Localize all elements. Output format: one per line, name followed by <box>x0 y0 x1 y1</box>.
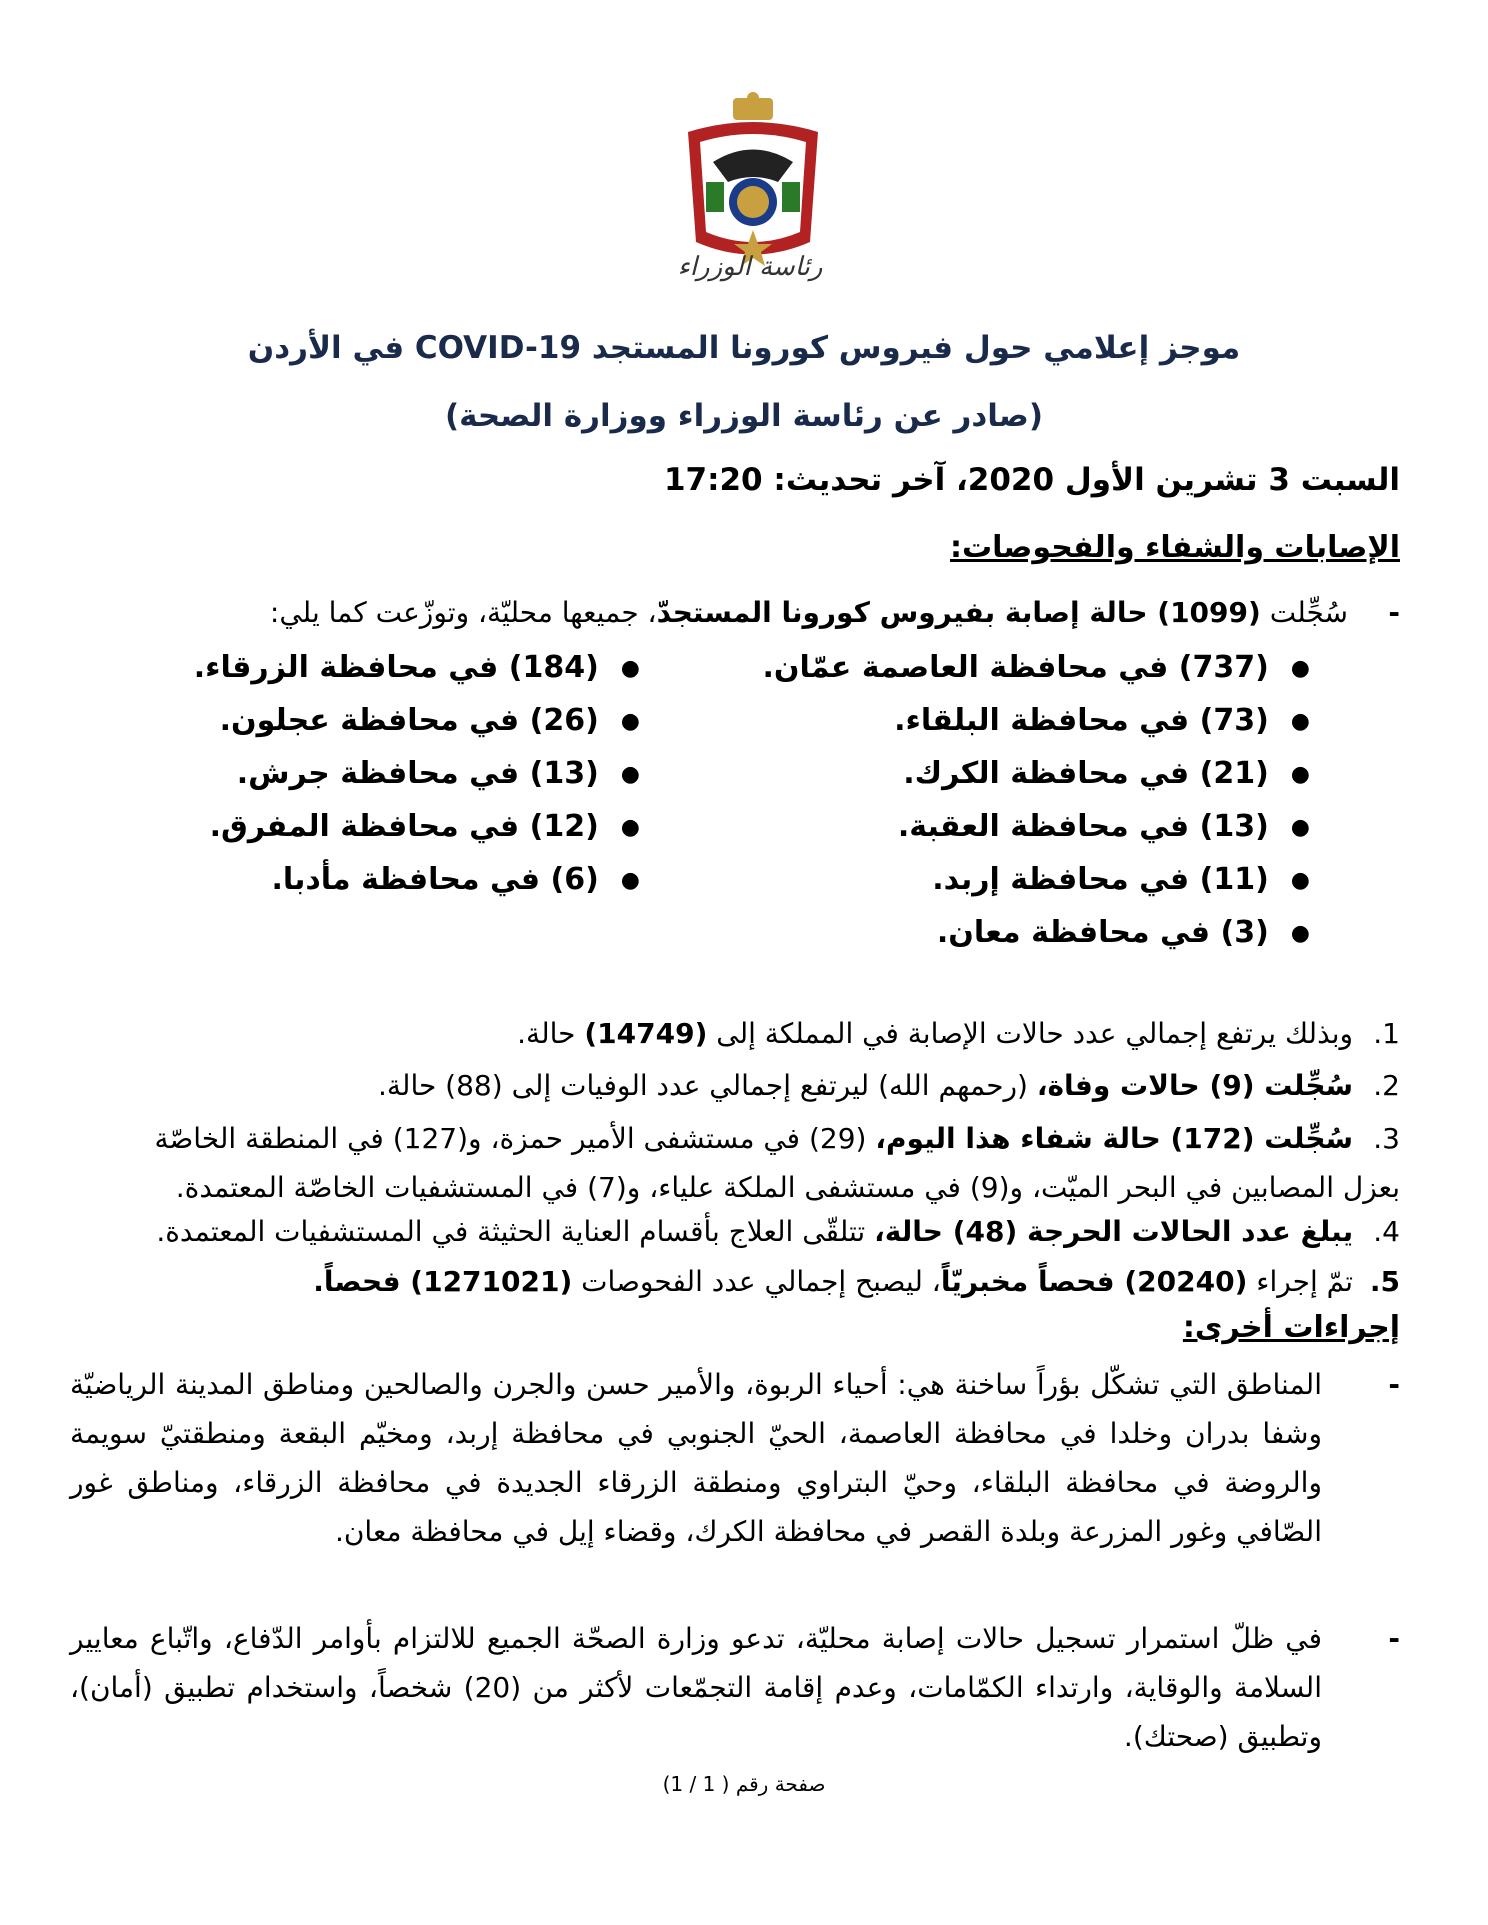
bullet-icon: ● <box>620 709 640 734</box>
governorate-item: ●(6) في محافظة مأدبا. <box>271 862 640 897</box>
governorate-item: ●(26) في محافظة عجلون. <box>219 703 640 738</box>
numbered-item: 3. سُجِّلت (172) حالة شفاء هذا اليوم، (29) في مستشفى الأمير حمزة، و(127) في المنطقة الخاصّة بعزل المصابين في البحر الميّت، و(9) في مستشفى الملكة علياء، و(7) في المستشفيات الخاصّة المعتمدة. <box>154 1122 1400 1204</box>
bullet-icon: ● <box>1290 709 1310 734</box>
document-subtitle: (صادر عن رئاسة الوزراء ووزارة الصحة) <box>444 398 1044 434</box>
governorate-item: ●(3) في محافظة معان. <box>936 915 1310 950</box>
governorate-item: ●(12) في محافظة المفرق. <box>209 809 640 844</box>
section-heading-cases: الإصابات والشفاء والفحوصات: <box>950 530 1400 565</box>
dash-bullet: - <box>1388 1368 1400 1401</box>
dash-bullet: - <box>1388 596 1400 629</box>
document-title: موجز إعلامي حول فيروس كورونا المستجد COVID-19 في الأردن <box>247 330 1241 366</box>
measure-paragraph: - المناطق التي تشكّل بؤراً ساخنة هي: أحياء الربوة، والأمير حسن والجرن والصالحين ومناطق المدينة الرياضيّة وشفا بدران وخلدا في محافظة العاصمة، الحيّ الجنوبي في محافظة إربد، ومخيّم البقعة ومنطقتيّ سويمة والروضة في محافظة البلقاء، وحيّ البتراوي ومنطقة الزرقاء الجديدة في محافظة الزرقاء، ومناطق غور الصّافي وغور المزرعة وبلدة القصر في محافظة الكرك، وقضاء إيل في محافظة معان. <box>70 1360 1400 1556</box>
intro-bold: (1099) حالة إصابة بفيروس كورونا المستجدّ <box>656 596 1261 629</box>
section-heading-other-measures: إجراءات أخرى: <box>1182 1310 1400 1345</box>
numbered-item: 4. يبلغ عدد الحالات الحرجة (48) حالة، تتلقّى العلاج بأقسام العناية الحثيثة في المستشفيات المعتمدة. <box>156 1215 1400 1248</box>
bullet-icon: ● <box>620 868 640 893</box>
governorate-item: ●(73) في محافظة البلقاء. <box>894 703 1310 738</box>
governorate-item: ●(11) في محافظة إربد. <box>932 862 1310 897</box>
intro-pre: سُجِّلت <box>1260 596 1348 629</box>
bullet-icon: ● <box>1290 868 1310 893</box>
dateline: السبت 3 تشرين الأول 2020، آخر تحديث: 17:20 <box>663 462 1400 498</box>
governorate-item: ●(737) في محافظة العاصمة عمّان. <box>762 650 1310 685</box>
bullet-icon: ● <box>620 762 640 787</box>
intro-paragraph <box>140 596 1400 629</box>
dash-bullet: - <box>1388 1622 1400 1655</box>
bullet-icon: ● <box>620 656 640 681</box>
bullet-icon: ● <box>1290 815 1310 840</box>
governorate-item: ●(13) في محافظة جرش. <box>236 756 640 791</box>
governorate-item: ●(184) في محافظة الزرقاء. <box>193 650 640 685</box>
numbered-item: 5. تمّ إجراء (20240) فحصاً مخبريّاً، ليصبح إجمالي عدد الفحوصات (1271021) فحصاً. <box>313 1265 1400 1298</box>
intro-post: ، جميعها محليّة، وتوزّعت كما يلي: <box>269 596 657 629</box>
bullet-icon: ● <box>620 815 640 840</box>
numbered-item: 1. وبذلك يرتفع إجمالي عدد حالات الإصابة في المملكة إلى (14749) حالة. <box>517 1017 1400 1050</box>
governorate-item: ●(21) في محافظة الكرك. <box>903 756 1310 791</box>
bullet-icon: ● <box>1290 921 1310 946</box>
bullet-icon: ● <box>1290 656 1310 681</box>
governorate-item: ●(13) في محافظة العقبة. <box>897 809 1310 844</box>
measure-paragraph: - في ظلّ استمرار تسجيل حالات إصابة محليّة، تدعو وزارة الصحّة الجميع للالتزام بأوامر الدّفاع، واتّباع معايير السلامة والوقاية، وارتداء الكمّامات، وعدم إقامة التجمّعات لأكثر من (20) شخصاً، واستخدام تطبيق (أمان)، وتطبيق (صحتك). <box>70 1614 1400 1761</box>
numbered-item: 2. سُجِّلت (9) حالات وفاة، (رحمهم الله) ليرتفع إجمالي عدد الوفيات إلى (88) حالة. <box>378 1069 1400 1102</box>
emblem-caption: رئاسة الوزراء <box>677 252 823 282</box>
page-number: صفحة رقم ( 1 / 1) <box>662 1772 826 1796</box>
bullet-icon: ● <box>1290 762 1310 787</box>
